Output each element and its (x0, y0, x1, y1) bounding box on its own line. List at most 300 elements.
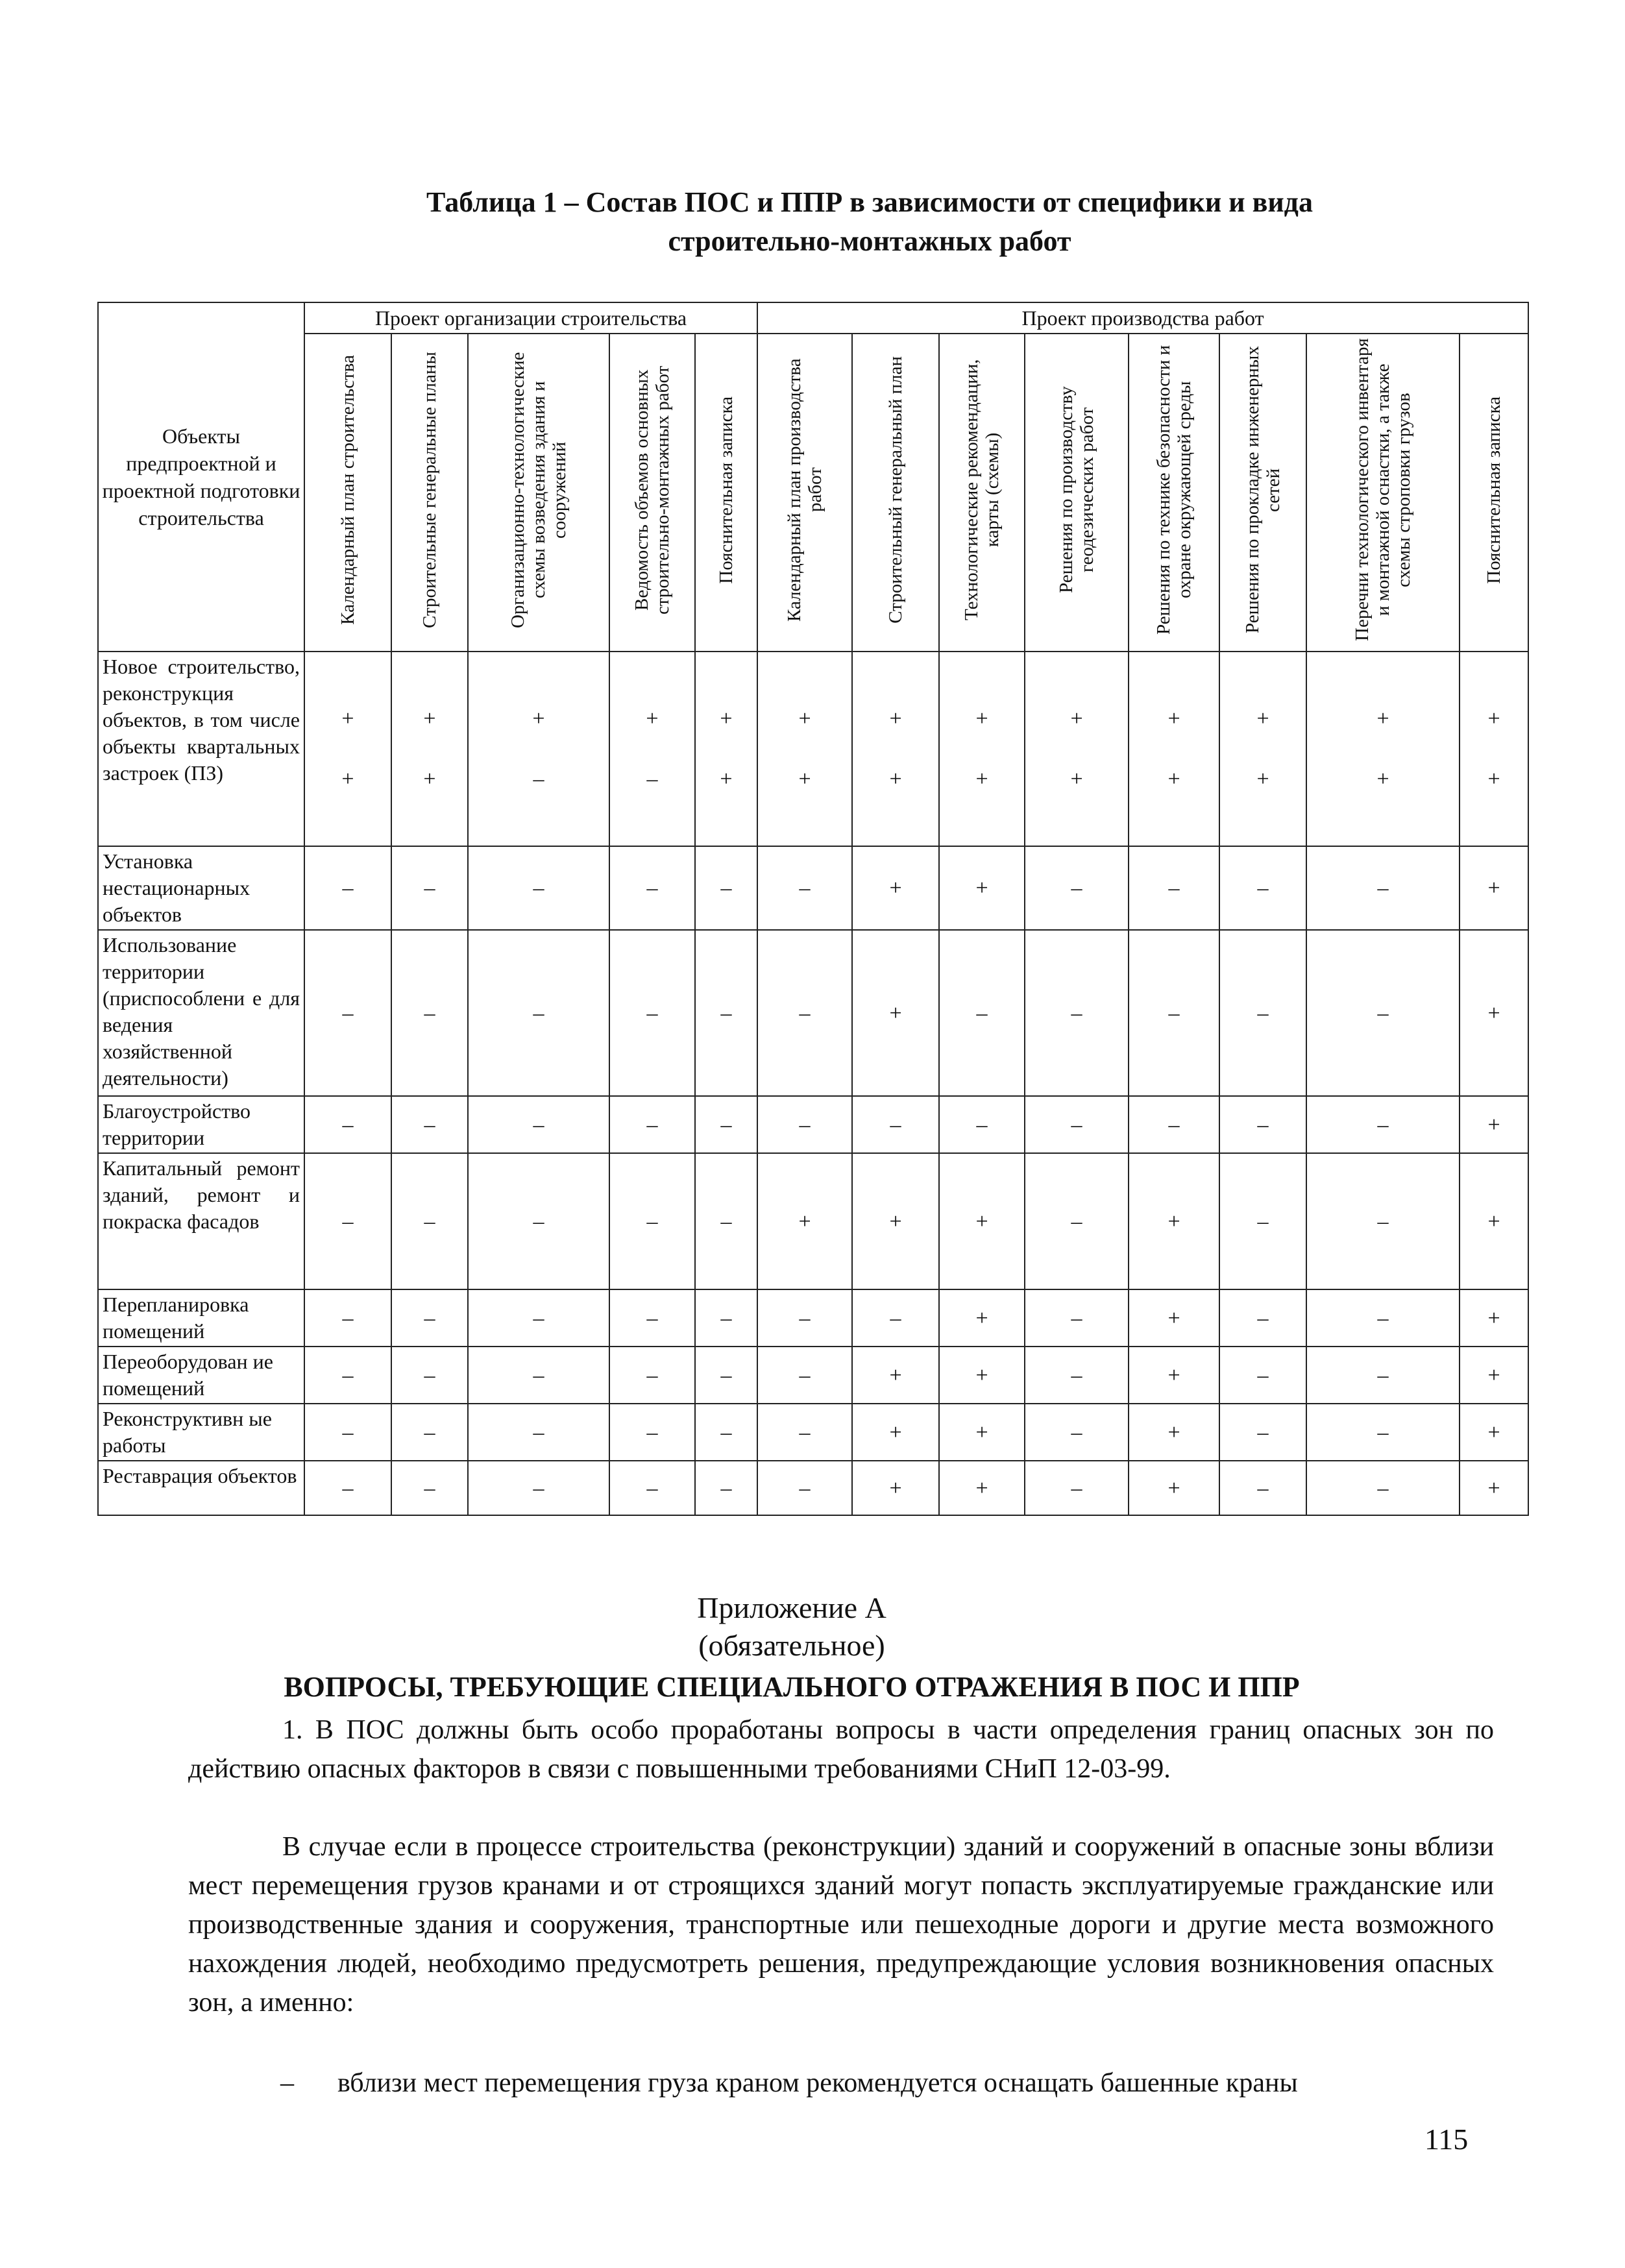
cell-value: – (720, 1112, 732, 1137)
cell-value: – (342, 1209, 354, 1234)
cell-value: – (1071, 1363, 1082, 1387)
cell-value: + (889, 876, 902, 900)
column-header-row (98, 334, 1528, 652)
table-cell (304, 652, 391, 846)
cell-value: + (1487, 1420, 1500, 1445)
cell-value: – (1071, 876, 1082, 900)
cell-value: + (1167, 1306, 1180, 1330)
table-cell (852, 1404, 939, 1461)
cell-value: – (1377, 1476, 1389, 1500)
table-row (98, 652, 1528, 846)
appendix-note: (обязательное) (698, 1629, 885, 1662)
cell-value-secondary: + (1167, 767, 1180, 791)
cell-value: + (889, 1363, 902, 1387)
cell-value: + (1167, 1209, 1180, 1234)
table-cell (1306, 1096, 1460, 1153)
cell-value: + (975, 1209, 988, 1234)
cell-value: – (1377, 1209, 1389, 1234)
table-cell (1219, 1289, 1306, 1347)
column-header-label: Технологические рекомендации, карты (схемы) (961, 359, 1003, 621)
cell-value: + (798, 707, 811, 731)
cell-value: – (1168, 1001, 1180, 1025)
table-cell (609, 846, 695, 930)
cell-value: – (976, 1112, 988, 1137)
table-cell (468, 930, 609, 1096)
table-cell (468, 652, 609, 846)
cell-value-secondary: + (1487, 767, 1500, 791)
column-header-label: Строительные генеральные планы (419, 352, 440, 628)
cell-value: – (720, 1476, 732, 1500)
cell-value: – (342, 876, 354, 900)
table-cell (1460, 846, 1528, 930)
table-cell (609, 1347, 695, 1404)
table-cell (1219, 846, 1306, 930)
column-header-label: Пояснительная записка (716, 396, 737, 584)
table-cell (1025, 930, 1129, 1096)
table-cell (391, 652, 468, 846)
table-cell (1129, 1153, 1219, 1289)
table-cell (304, 1096, 391, 1153)
cell-value: – (533, 1112, 544, 1137)
cell-value: – (720, 876, 732, 900)
table-cell (695, 1096, 757, 1153)
cell-value: – (1071, 1306, 1082, 1330)
column-header-label: Организационно-технологические схемы возведения здания и сооружений (507, 352, 570, 628)
table-cell (1460, 1289, 1528, 1347)
cell-value: – (890, 1112, 901, 1137)
table-cell (1306, 930, 1460, 1096)
composition-table (97, 302, 1529, 1516)
table-cell (1025, 1461, 1129, 1515)
cell-value: – (424, 1112, 435, 1137)
table-cell (1306, 1153, 1460, 1289)
table-cell (391, 1461, 468, 1515)
column-header (1129, 334, 1219, 652)
cell-value: – (1257, 1420, 1269, 1445)
cell-value: – (533, 1420, 544, 1445)
table-cell (1306, 1404, 1460, 1461)
table-cell (1025, 1404, 1129, 1461)
group-ppr-header: Проект производства работ (757, 302, 1528, 334)
cell-spacer (758, 732, 851, 766)
cell-spacer (853, 732, 938, 766)
table-cell (1219, 1153, 1306, 1289)
table-cell (1219, 930, 1306, 1096)
table-cell (468, 846, 609, 930)
table-row (98, 1096, 1528, 1153)
table-cell (391, 1096, 468, 1153)
table-cell (1025, 846, 1129, 930)
table-cell (1219, 1347, 1306, 1404)
table-cell (609, 652, 695, 846)
cell-value: – (342, 1112, 354, 1137)
column-header (852, 334, 939, 652)
row-object-name: Капитальный ремонт зданий, ремонт и покраска фасадов (98, 1153, 304, 1289)
table-cell (609, 930, 695, 1096)
column-header (304, 334, 391, 652)
table-cell (468, 1289, 609, 1347)
table-cell (391, 1153, 468, 1289)
table-cell (1460, 652, 1528, 846)
row-object-name: Реконструктивн ые работы (98, 1404, 304, 1461)
cell-value: – (1257, 1306, 1269, 1330)
cell-value: – (424, 1420, 435, 1445)
table-cell (695, 1289, 757, 1347)
table-cell (391, 846, 468, 930)
cell-value: – (424, 876, 435, 900)
table-cell (852, 1461, 939, 1515)
table-cell (1460, 1347, 1528, 1404)
cell-value: + (1487, 1112, 1500, 1137)
table-cell (757, 1289, 852, 1347)
cell-value: – (1257, 1001, 1269, 1025)
cell-value: + (1487, 1363, 1500, 1387)
table-cell (852, 652, 939, 846)
table-row (98, 930, 1528, 1096)
table-cell (757, 1347, 852, 1404)
table-cell (304, 1461, 391, 1515)
appendix-label: Приложение А (697, 1591, 886, 1624)
cell-value: + (423, 707, 436, 731)
cell-value: – (424, 1476, 435, 1500)
cell-value: – (976, 1001, 988, 1025)
column-header (391, 334, 468, 652)
cell-value: – (342, 1420, 354, 1445)
table-cell (1460, 1096, 1528, 1153)
cell-value: – (1377, 876, 1389, 900)
table-cell (1460, 1461, 1528, 1515)
cell-value: + (889, 1209, 902, 1234)
cell-value-secondary: – (533, 767, 544, 791)
column-header-label: Календарный план производства работ (784, 358, 826, 622)
cell-value-secondary: + (889, 767, 902, 791)
cell-value: – (646, 876, 658, 900)
table-row (98, 846, 1528, 930)
cell-value: – (342, 1001, 354, 1025)
cell-spacer (696, 732, 757, 766)
cell-value: – (533, 1476, 544, 1500)
list-item-1: вблизи мест перемещения груза краном рекомендуется оснащать башенные краны (337, 2068, 1298, 2098)
cell-value: – (1377, 1420, 1389, 1445)
cell-value: + (1070, 707, 1083, 731)
column-header (1306, 334, 1460, 652)
cell-value: – (646, 1209, 658, 1234)
table-cell (1025, 1153, 1129, 1289)
table-cell (468, 1096, 609, 1153)
cell-value: – (1168, 876, 1180, 900)
cell-value: + (1487, 876, 1500, 900)
table-cell (391, 1289, 468, 1347)
cell-value: – (1257, 876, 1269, 900)
cell-spacer (1460, 732, 1528, 766)
table-title-line2: строительно-монтажных работ (668, 225, 1071, 257)
table-cell (695, 930, 757, 1096)
table-cell (391, 930, 468, 1096)
table-cell (609, 1289, 695, 1347)
table-cell (1129, 1461, 1219, 1515)
cell-value: + (889, 707, 902, 731)
cell-value: – (533, 1001, 544, 1025)
cell-spacer (392, 732, 467, 766)
cell-value: + (1256, 707, 1269, 731)
table-title (389, 183, 1350, 261)
table-cell (304, 1289, 391, 1347)
cell-value: – (1071, 1476, 1082, 1500)
table-cell (852, 846, 939, 930)
table-cell (852, 1347, 939, 1404)
column-header-label: Решения по производству геодезических работ (1056, 386, 1098, 594)
table-cell (757, 1461, 852, 1515)
table-cell (304, 846, 391, 930)
cell-value: + (889, 1476, 902, 1500)
cell-value: – (646, 1306, 658, 1330)
cell-value: – (342, 1363, 354, 1387)
cell-value: + (1487, 1306, 1500, 1330)
table-cell (1219, 1461, 1306, 1515)
cell-value: + (798, 1209, 811, 1234)
column-header-label: Перечни технологического инвентаря и монтажной оснастки, а также схемы строповки грузов (1352, 338, 1415, 642)
table-cell (757, 1153, 852, 1289)
table-cell (939, 1347, 1025, 1404)
table-cell (695, 652, 757, 846)
cell-value: – (720, 1363, 732, 1387)
table-cell (1306, 1461, 1460, 1515)
table-cell (1129, 1096, 1219, 1153)
cell-value: + (975, 1306, 988, 1330)
cell-value: + (1167, 1363, 1180, 1387)
table-cell (304, 930, 391, 1096)
cell-value: – (1377, 1001, 1389, 1025)
cell-value: – (424, 1001, 435, 1025)
table-cell (939, 1289, 1025, 1347)
cell-value-secondary: + (1376, 767, 1389, 791)
column-header (939, 334, 1025, 652)
cell-value-secondary: + (798, 767, 811, 791)
row-object-name: Установка нестационарных объектов (98, 846, 304, 930)
table-cell (939, 1461, 1025, 1515)
cell-value-secondary: + (720, 767, 733, 791)
cell-spacer (1025, 732, 1128, 766)
table-row (98, 1289, 1528, 1347)
cell-value: + (1167, 1476, 1180, 1500)
cell-value-secondary: + (423, 767, 436, 791)
list-dash: – (280, 2068, 294, 2098)
column-header-label: Пояснительная записка (1484, 396, 1505, 584)
cell-value: – (799, 1420, 811, 1445)
table-cell (1219, 652, 1306, 846)
cell-value: + (1487, 707, 1500, 731)
cell-value: – (799, 1112, 811, 1137)
cell-value: – (1257, 1209, 1269, 1234)
column-header (1025, 334, 1129, 652)
row-object-name: Новое строительство, реконструкция объектов, в том числе объекты квартальных застроек (ПЗ) (98, 652, 304, 846)
cell-value: – (1071, 1001, 1082, 1025)
cell-value: – (646, 1420, 658, 1445)
column-header (695, 334, 757, 652)
cell-value: + (1376, 707, 1389, 731)
table-cell (1306, 1347, 1460, 1404)
cell-value: – (342, 1476, 354, 1500)
table-cell (609, 1461, 695, 1515)
cell-value-secondary: + (341, 767, 354, 791)
cell-value: – (1071, 1112, 1082, 1137)
table-cell (1460, 930, 1528, 1096)
table-cell (939, 930, 1025, 1096)
cell-spacer (469, 732, 609, 766)
cell-value: – (533, 876, 544, 900)
table-cell (757, 1404, 852, 1461)
column-header-label: Строительный генеральный план (885, 356, 907, 624)
table-cell (304, 1153, 391, 1289)
cell-value: – (646, 1476, 658, 1500)
cell-value: – (1257, 1476, 1269, 1500)
column-header (757, 334, 852, 652)
table-cell (468, 1347, 609, 1404)
table-cell (1219, 1096, 1306, 1153)
cell-value: – (720, 1306, 732, 1330)
cell-value: – (1257, 1363, 1269, 1387)
cell-value: – (799, 876, 811, 900)
table-cell (852, 1096, 939, 1153)
cell-value-secondary: + (1070, 767, 1083, 791)
table-cell (304, 1404, 391, 1461)
cell-value: – (799, 1306, 811, 1330)
row-object-name: Благоустройство территории (98, 1096, 304, 1153)
table-cell (695, 1461, 757, 1515)
table-cell (468, 1404, 609, 1461)
cell-value: – (720, 1209, 732, 1234)
cell-value: + (720, 707, 733, 731)
table-cell (468, 1461, 609, 1515)
column-header-label: Календарный план строительства (337, 355, 358, 625)
table-cell (609, 1404, 695, 1461)
cell-value: + (975, 1476, 988, 1500)
group-pos-header: Проект организации строительства (304, 302, 757, 334)
table-cell (852, 1289, 939, 1347)
table-cell (609, 1153, 695, 1289)
table-cell (1129, 1289, 1219, 1347)
column-header (1460, 334, 1528, 652)
table-row (98, 1461, 1528, 1515)
table-cell (1025, 1347, 1129, 1404)
table-cell (1306, 1289, 1460, 1347)
paragraph-1: 1. В ПОС должны быть особо проработаны вопросы в части определения границ опасных зон по действию опасных факторов в связи с повышенными требованиями СНиП 12-03-99. (188, 1715, 1494, 1784)
row-object-name: Использование территории (приспособлени е для ведения хозяйственной деятельности) (98, 930, 304, 1096)
table-cell (391, 1347, 468, 1404)
cell-value: – (424, 1306, 435, 1330)
column-header (1219, 334, 1306, 652)
cell-value-secondary: – (646, 767, 658, 791)
page-number: 115 (1424, 2123, 1469, 2156)
cell-value: – (799, 1001, 811, 1025)
cell-value: – (646, 1001, 658, 1025)
cell-spacer (1220, 732, 1306, 766)
objects-header: Объекты предпроектной и проектной подготовки строительства (98, 302, 304, 652)
cell-value: – (1377, 1112, 1389, 1137)
cell-value: – (1071, 1420, 1082, 1445)
cell-value: – (646, 1363, 658, 1387)
cell-value: – (533, 1306, 544, 1330)
table-cell (852, 930, 939, 1096)
table-cell (757, 652, 852, 846)
table-row (98, 1404, 1528, 1461)
table-cell (939, 846, 1025, 930)
cell-value: + (1487, 1209, 1500, 1234)
table-cell (757, 846, 852, 930)
table-cell (1129, 846, 1219, 930)
column-header-label: Ведомость объемов основных строительно-монтажных работ (631, 365, 673, 615)
cell-value: – (342, 1306, 354, 1330)
table-cell (852, 1153, 939, 1289)
column-header (609, 334, 695, 652)
cell-value-secondary: + (1256, 767, 1269, 791)
row-object-name: Переоборудован ие помещений (98, 1347, 304, 1404)
cell-value: + (341, 707, 354, 731)
table-cell (1129, 930, 1219, 1096)
appendix-heading: ВОПРОСЫ, ТРЕБУЮЩИЕ СПЕЦИАЛЬНОГО ОТРАЖЕНИЯ В ПОС И ППР (284, 1671, 1300, 1703)
cell-value-secondary: + (975, 767, 988, 791)
cell-value: + (889, 1001, 902, 1025)
cell-value: – (720, 1420, 732, 1445)
cell-value: + (1487, 1476, 1500, 1500)
cell-value: – (1071, 1209, 1082, 1234)
table-row (98, 1153, 1528, 1289)
cell-spacer (305, 732, 391, 766)
table-cell (695, 1347, 757, 1404)
cell-value: + (1487, 1001, 1500, 1025)
cell-value: – (799, 1363, 811, 1387)
cell-value: + (975, 876, 988, 900)
table-title-line1: Таблица 1 – Состав ПОС и ППР в зависимости от специфики и вида (426, 186, 1313, 218)
cell-value: – (720, 1001, 732, 1025)
cell-value: – (1377, 1363, 1389, 1387)
column-header-label: Решения по прокладке инженерных сетей (1242, 346, 1284, 634)
table-cell (609, 1096, 695, 1153)
table-cell (1306, 846, 1460, 930)
table-cell (304, 1347, 391, 1404)
cell-spacer (940, 732, 1024, 766)
cell-spacer (1129, 732, 1219, 766)
table-cell (939, 652, 1025, 846)
table-cell (1306, 652, 1460, 846)
cell-value: + (1167, 707, 1180, 731)
table-cell (757, 1096, 852, 1153)
column-header-label: Решения по технике безопасности и охране окружающей среды (1153, 345, 1195, 635)
table-cell (1460, 1404, 1528, 1461)
cell-value: + (532, 707, 545, 731)
cell-value: – (424, 1363, 435, 1387)
table-cell (1025, 652, 1129, 846)
cell-value: + (975, 1420, 988, 1445)
table-cell (939, 1404, 1025, 1461)
cell-value: + (646, 707, 659, 731)
table-cell (1025, 1289, 1129, 1347)
table-cell (1129, 1404, 1219, 1461)
table-cell (1025, 1096, 1129, 1153)
cell-spacer (610, 732, 694, 766)
cell-value: + (975, 1363, 988, 1387)
cell-value: – (424, 1209, 435, 1234)
table-cell (1129, 1347, 1219, 1404)
cell-spacer (1307, 732, 1459, 766)
cell-value: – (533, 1363, 544, 1387)
table-cell (939, 1153, 1025, 1289)
table-cell (468, 1153, 609, 1289)
cell-value: + (1167, 1420, 1180, 1445)
paragraph-2: В случае если в процессе строительства (реконструкции) зданий и сооружений в опасные зоны вблизи мест перемещения грузов кранами и от строящихся зданий могут попасть эксплуатируемые гражданские или производственные здания и сооружения, транспортные или пешеходные дороги и другие места возможного нахождения людей, необходимо предусмотреть решения, предупреждающие условия возникновения опасных зон, а именно: (188, 1832, 1494, 2018)
table-cell (391, 1404, 468, 1461)
row-object-name: Реставрация объектов (98, 1461, 304, 1515)
